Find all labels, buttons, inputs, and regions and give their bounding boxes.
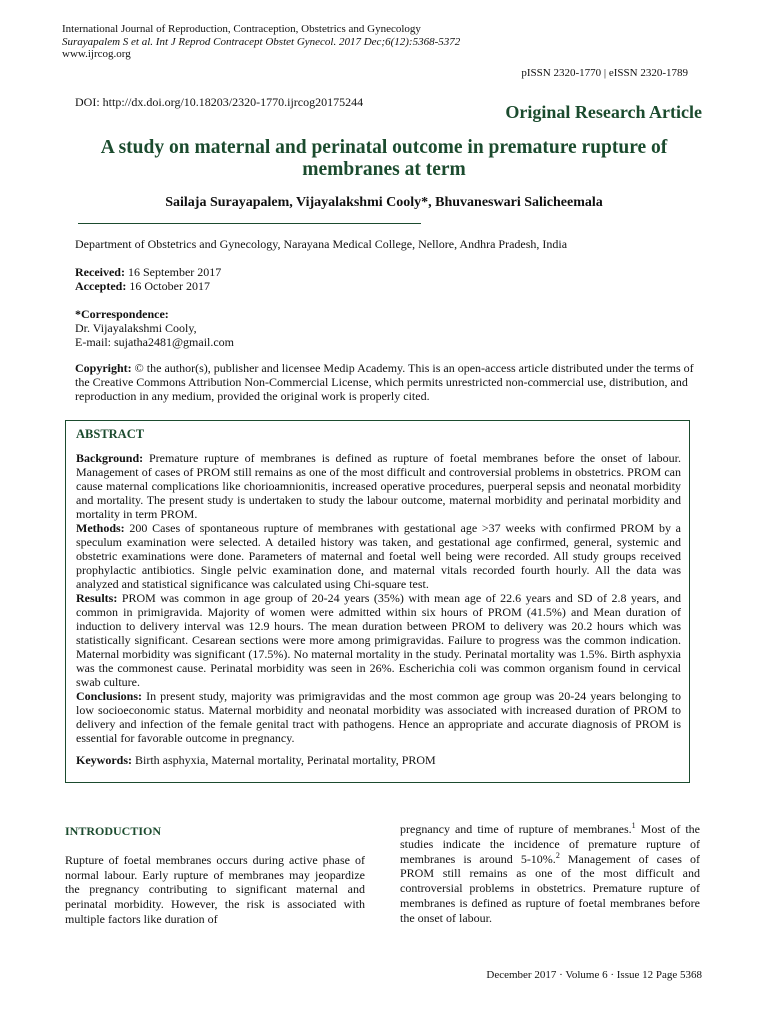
keywords-text: Birth asphyxia, Maternal mortality, Perinatal mortality, PROM — [135, 753, 436, 767]
intro-text-a: pregnancy and time of rupture of membranes. — [400, 822, 632, 836]
keywords-label: Keywords: — [76, 753, 132, 767]
introduction-heading: INTRODUCTION — [65, 824, 162, 838]
intro-text-b: Most of the studies indicate the incidence of premature rupture of membranes is around 5-10%. — [400, 822, 700, 866]
copyright-label: Copyright: — [75, 361, 132, 375]
accepted-date: 16 October 2017 — [129, 279, 210, 293]
title-divider — [78, 223, 421, 224]
introduction-left-column — [65, 824, 365, 927]
correspondence — [75, 307, 695, 349]
introduction-paragraph: Rupture of foetal membranes occurs during active phase of normal labour. Early rupture of membranes may jeopardize the pregnancy contributing to significant maternal and perinatal morbidity. However, the risk is associated with multiple factors like duration of — [65, 852, 365, 926]
introduction-right-column — [400, 822, 700, 926]
abstract-background — [76, 451, 681, 521]
paper-title: A study on maternal and perinatal outcome in premature rupture of membranes at term — [100, 137, 668, 180]
correspondence-label: *Correspondence: — [75, 307, 169, 321]
journal-website: www.ijrcog.org — [62, 48, 131, 60]
results-text: PROM was common in age group of 20-24 years (35%) with mean age of 22.6 years and SD of 2.8 years, and common in primigravida. Majority of women were admitted within six hours of PROM (41.5%) and Mean duration of induction to delivery interval was 12.9 hours. The mean duration between PROM to delivery was 20.2 hours which was statistically significant. Cesarean sections were more among primigravidas. Failure to progress was the common indication. Maternal morbidity was significant (17.5%). No maternal mortality in the study. Perinatal mortality was 1.5%. Birth asphyxia was the commonest cause. Perinatal morbidity was seen in 26%. Escherichia coli was common organism found in cervical swab culture. — [76, 591, 682, 689]
abstract-conclusions — [76, 689, 681, 745]
background-label: Background: — [76, 451, 144, 465]
abstract-keywords — [76, 753, 681, 767]
introduction-continued — [400, 822, 700, 926]
affiliation: Department of Obstetrics and Gynecology, Narayana Medical College, Nellore, Andhra Pradesh, India — [75, 237, 568, 251]
copyright-text: © the author(s), publisher and licensee Medip Academy. This is an open-access article distributed under the terms of the Creative Commons Attribution Non-Commercial License, which permits unrestricted non-commercial use, distribution, and reproduction in any medium, provided the original work is properly cited. — [75, 361, 694, 403]
received-date: 16 September 2017 — [127, 265, 222, 279]
page-footer: December 2017 · Volume 6 · Issue 12 Page 5368 — [486, 969, 702, 981]
issn: pISSN 2320-1770 | eISSN 2320-1789 — [521, 67, 688, 79]
received-label: Received: — [75, 265, 125, 279]
copyright — [75, 361, 695, 403]
conclusions-label: Conclusions: — [76, 689, 143, 703]
citation-ref-1[interactable]: 1 — [631, 821, 636, 830]
abstract-box — [65, 420, 690, 783]
conclusions-text: In present study, majority was primigravidas and the most common age group was 20-24 years belonging to low socioeconomic status. Maternal morbidity and neonatal morbidity was associated with increased duration of PROM to delivery and infection of the female genital tract with pathogens. Hence an appropriate and accurate diagnosis of PROM is essential for favorable outcome in pregnancy. — [76, 689, 682, 745]
background-text: Premature rupture of membranes is defined as rupture of foetal membranes before the onset of labour. Management of cases of PROM still remains as one of the most difficult and controversial problems in obstetrics. PROM can cause maternal complications like chorioamnionitis, increased operative procedures, puerperal sepsis and neonatal morbidity and mortality. The present study is undertaken to study the labour outcome, maternal morbidity and perinatal morbidity and mortality in term PROM. — [76, 451, 681, 521]
journal-header — [62, 23, 542, 61]
article-type: Original Research Article — [505, 102, 702, 122]
correspondence-name: Dr. Vijayalakshmi Cooly, — [75, 321, 197, 335]
abstract-heading: ABSTRACT — [76, 427, 145, 441]
results-label: Results: — [76, 591, 118, 605]
authors: Sailaja Surayapalem, Vijayalakshmi Cooly*, Bhuvaneswari Salicheemala — [165, 195, 603, 210]
dates — [75, 265, 695, 293]
intro-text-c: Management of cases of PROM still remains as one of the most difficult and controversial problems in obstetrics. Premature rupture of membranes is defined as rupture of foetal membranes before the onset of labour. — [400, 851, 700, 925]
accepted-label: Accepted: — [75, 279, 127, 293]
correspondence-email: E-mail: sujatha2481@gmail.com — [75, 335, 235, 349]
citation-ref-2[interactable]: 2 — [555, 850, 560, 860]
methods-label: Methods: — [76, 521, 125, 535]
doi: DOI: http://dx.doi.org/10.18203/2320-1770.ijrcog20175244 — [75, 95, 364, 109]
abstract-results — [76, 591, 681, 689]
abstract-methods — [76, 521, 681, 591]
journal-name: International Journal of Reproduction, Contraception, Obstetrics and Gynecology — [62, 23, 421, 35]
methods-text: 200 Cases of spontaneous rupture of membranes with gestational age >37 weeks with confirmed PROM by a speculum examination were selected. A detailed history was taken, and gestational age confirmed, general, systemic and obstetric examinations were done. Parameters of maternal and foetal well being were recorded. All study groups received prophylactic antibiotics. Single pelvic examination done, and maternal vitals recorded fourth hourly. All the data was analyzed and statistical significance was calculated using Chi-square test. — [76, 521, 682, 591]
citation: Surayapalem S et al. Int J Reprod Contracept Obstet Gynecol. 2017 Dec;6(12):5368-5372 — [62, 35, 461, 48]
